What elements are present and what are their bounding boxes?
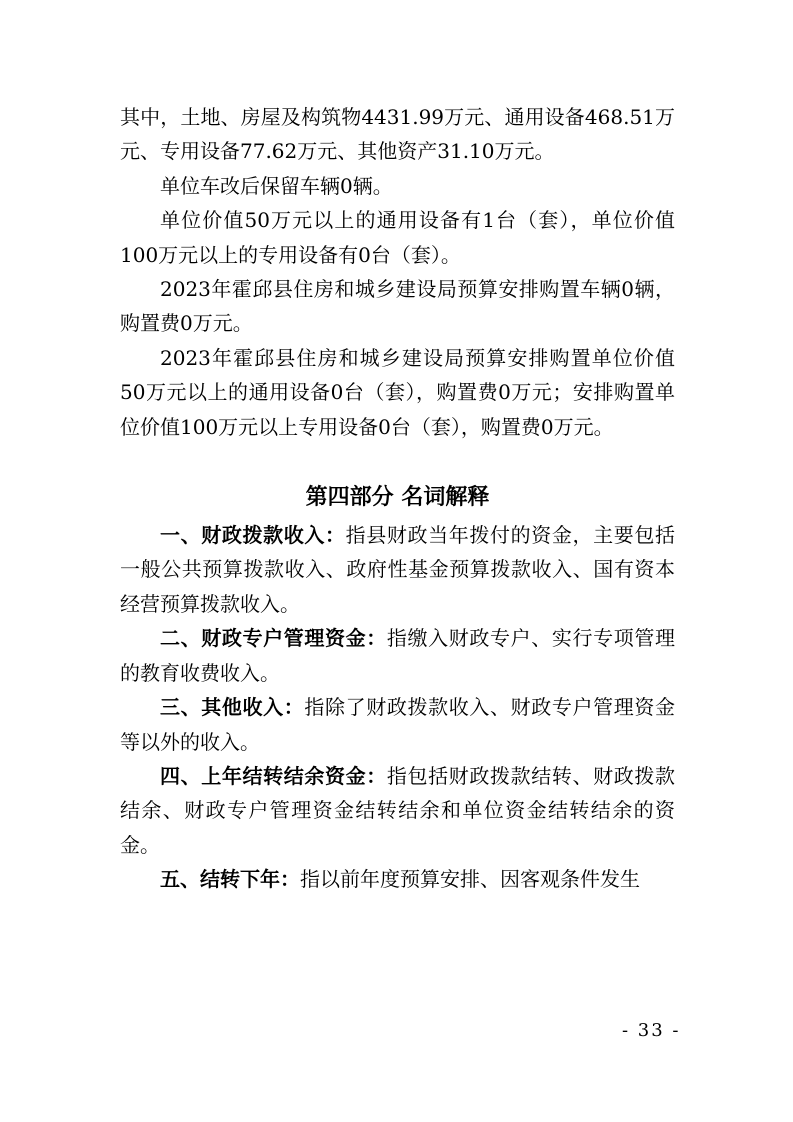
asset-breakdown-paragraph: 其中，土地、房屋及构筑物4431.99万元、通用设备468.51万元、专用设备77.62万元、其他资产31.10万元。 bbox=[120, 105, 675, 164]
definition-text: 指缴入财政专户、实行专项管理的教育收费收入。 bbox=[120, 626, 675, 685]
definition-item bbox=[120, 759, 675, 862]
definition-item bbox=[120, 862, 675, 896]
definition-term: 二、财政专户管理资金： bbox=[160, 626, 387, 651]
definition-text: 指包括财政拨款结转、财政拨款结余、财政专户管理资金结转结余和单位资金结转结余的资金。 bbox=[120, 763, 675, 857]
definition-term: 五、结转下年： bbox=[160, 867, 300, 892]
page-number: - 33 - bbox=[622, 1020, 681, 1041]
equipment-purchase-paragraph: 2023年霍邱县住房和城乡建设局预算安排购置单位价值50万元以上的通用设备0台（套），购置费0万元；安排购置单位价值100万元以上专用设备0台（套），购置费0万元。 bbox=[120, 345, 675, 439]
definition-item bbox=[120, 690, 675, 759]
definition-item bbox=[120, 518, 675, 621]
equipment-count-paragraph: 单位价值50万元以上的通用设备有1台（套），单位价值100万元以上的专用设备有0台（套）。 bbox=[120, 208, 675, 267]
definition-term: 三、其他收入： bbox=[160, 695, 305, 720]
definition-text: 指除了财政拨款收入、财政专户管理资金等以外的收入。 bbox=[120, 695, 675, 754]
document-page bbox=[120, 100, 675, 897]
vehicle-purchase-paragraph: 2023年霍邱县住房和城乡建设局预算安排购置车辆0辆，购置费0万元。 bbox=[120, 277, 675, 336]
definition-text: 指以前年度预算安排、因客观条件发生 bbox=[300, 867, 640, 892]
definition-text: 指县财政当年拨付的资金，主要包括一般公共预算拨款收入、政府性基金预算拨款收入、国有资本经营预算拨款收入。 bbox=[120, 523, 675, 616]
definition-term: 一、财政拨款收入： bbox=[160, 523, 346, 548]
definition-term: 四、上年结转结余资金： bbox=[160, 763, 387, 788]
vehicles-paragraph: 单位车改后保留车辆0辆。 bbox=[160, 173, 393, 198]
section-title: 第四部分 名词解释 bbox=[305, 485, 490, 511]
definition-item bbox=[120, 621, 675, 690]
